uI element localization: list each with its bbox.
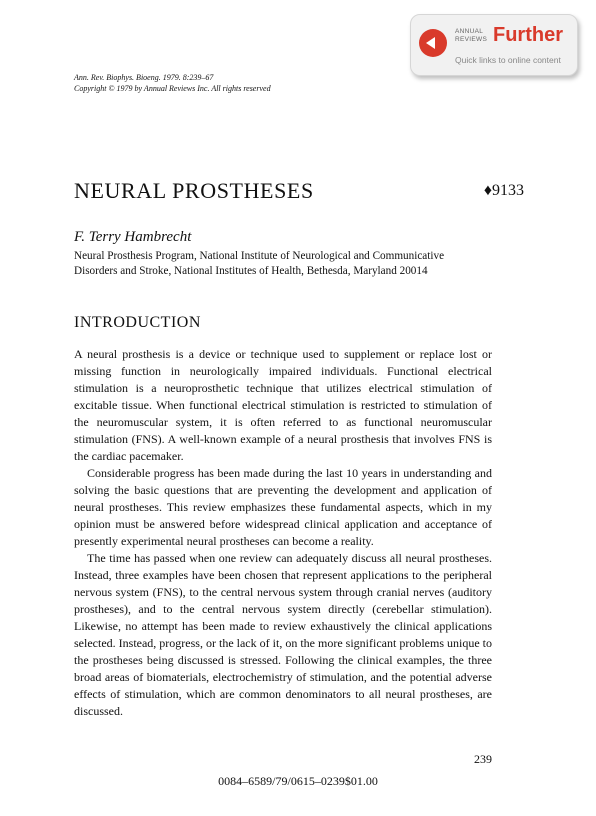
body-text bbox=[74, 346, 492, 720]
article-code: ♦9133 bbox=[483, 182, 524, 199]
page-number: 239 bbox=[474, 752, 492, 766]
paragraph: The time has passed when one review can adequately discuss all neural prostheses. Instead, three examples have been chosen that represent applications to the peripheral nervous system (FNS), to the central nervous system through cranial nerves (auditory prostheses), and to the central nervous system directly (cerebellar stimulation). Likewise, no attempt has been made to review exhaustively the clinical applications selected. Instead, progress, or the lack of it, on the more significant problems unique to the prostheses being discussed is stressed. Following the clinical examples, the three broad areas of biomaterials, electrochemistry of stimulation, and the potential adverse effects of stimulation, which are common denominators to all neural prostheses, are discussed. bbox=[74, 551, 492, 718]
badge-quick-links[interactable]: Quick links to online content bbox=[455, 55, 561, 65]
further-badge[interactable] bbox=[410, 14, 578, 76]
journal-citation: Ann. Rev. Biophys. Bioeng. 1979. 8:239–67 bbox=[74, 73, 214, 82]
section-heading: INTRODUCTION bbox=[74, 314, 201, 331]
copyright-line: Copyright © 1979 by Annual Reviews Inc. All rights reserved bbox=[74, 84, 271, 93]
badge-reviews-label: REVIEWS bbox=[455, 36, 488, 43]
paragraph: Considerable progress has been made during the last 10 years in understanding and solving the basic questions that are preventing the development and application of neural prostheses. This review emphasizes these fundamental aspects, which in my opinion must be answered before widespread clinical application and acceptance of presently experimental neural prostheses can become a reality. bbox=[74, 466, 492, 548]
paragraph: A neural prosthesis is a device or technique used to supplement or replace lost or missing function in neurologically impaired individuals. Functional electrical stimulation is a neuroprosthetic technique that utilizes electrical stimulation of excitable tissue. When functional electrical stimulation is restricted to stimulation of the neuromuscular system, it is often referred to as functional neuromuscular stimulation (FNS). A well-known example of a neural prosthesis that involves FNS is the cardiac pacemaker. bbox=[74, 347, 492, 463]
back-arrow-icon bbox=[419, 29, 447, 57]
author-affiliation: Neural Prosthesis Program, National Institute of Neurological and Communicative Disorders and Stroke, National Institutes of Health, Bethesda, Maryland 20014 bbox=[74, 250, 445, 277]
article-title: NEURAL PROSTHESES bbox=[74, 178, 314, 203]
footer-code: 0084–6589/79/0615–0239$01.00 bbox=[218, 774, 378, 788]
badge-further-label: Further bbox=[493, 24, 563, 46]
author-name: F. Terry Hambrecht bbox=[74, 229, 192, 245]
badge-annual-label: ANNUAL bbox=[455, 28, 484, 35]
